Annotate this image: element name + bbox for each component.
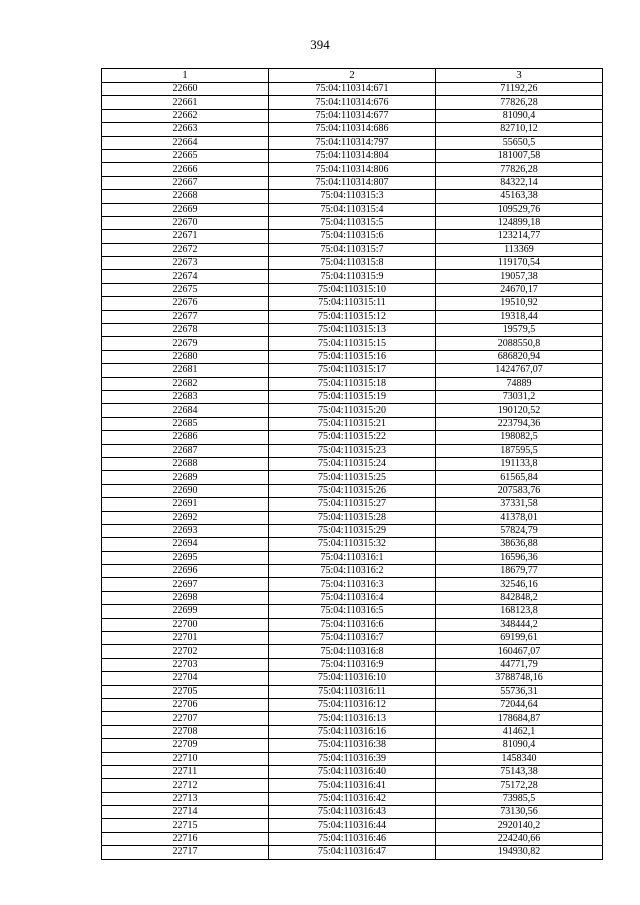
value-cell: 187595,5 — [436, 444, 603, 457]
cadastral-number-cell: 75:04:110315:25 — [269, 471, 436, 484]
row-number-cell: 22700 — [102, 618, 269, 631]
cadastral-number-cell: 75:04:110316:41 — [269, 779, 436, 792]
cadastral-number-cell: 75:04:110314:686 — [269, 123, 436, 136]
cadastral-number-cell: 75:04:110315:23 — [269, 444, 436, 457]
table-row — [102, 257, 603, 270]
cadastral-number-cell: 75:04:110316:5 — [269, 605, 436, 618]
value-cell: 1458340 — [436, 752, 603, 765]
cadastral-number-cell: 75:04:110315:22 — [269, 431, 436, 444]
table-row — [102, 551, 603, 564]
table-row — [102, 578, 603, 591]
row-number-cell: 22688 — [102, 457, 269, 470]
page-number: 394 — [310, 37, 330, 52]
value-cell: 190120,52 — [436, 404, 603, 417]
cadastral-number-cell: 75:04:110315:10 — [269, 283, 436, 296]
cadastral-number-cell: 75:04:110316:12 — [269, 698, 436, 711]
value-cell: 109529,76 — [436, 203, 603, 216]
row-number-cell: 22707 — [102, 712, 269, 725]
cadastral-number-cell: 75:04:110315:18 — [269, 377, 436, 390]
table-row — [102, 203, 603, 216]
row-number-cell: 22664 — [102, 136, 269, 149]
row-number-cell: 22693 — [102, 524, 269, 537]
row-number-cell: 22665 — [102, 149, 269, 162]
value-cell: 75172,28 — [436, 779, 603, 792]
value-cell: 74889 — [436, 377, 603, 390]
row-number-cell: 22699 — [102, 605, 269, 618]
row-number-cell: 22682 — [102, 377, 269, 390]
cadastral-number-cell: 75:04:110316:44 — [269, 819, 436, 832]
value-cell: 119170,54 — [436, 257, 603, 270]
row-number-cell: 22670 — [102, 216, 269, 229]
value-cell: 61565,84 — [436, 471, 603, 484]
row-number-cell: 22694 — [102, 538, 269, 551]
row-number-cell: 22667 — [102, 176, 269, 189]
row-number-cell: 22692 — [102, 511, 269, 524]
value-cell: 37331,58 — [436, 498, 603, 511]
table-row — [102, 109, 603, 122]
row-number-cell: 22687 — [102, 444, 269, 457]
value-cell: 224240,66 — [436, 832, 603, 845]
table-row — [102, 725, 603, 738]
table-row — [102, 324, 603, 337]
cadastral-number-cell: 75:04:110315:28 — [269, 511, 436, 524]
value-cell: 72044,64 — [436, 698, 603, 711]
row-number-cell: 22686 — [102, 431, 269, 444]
cadastral-number-cell: 75:04:110316:6 — [269, 618, 436, 631]
row-number-cell: 22681 — [102, 364, 269, 377]
value-cell: 223794,36 — [436, 417, 603, 430]
row-number-cell: 22695 — [102, 551, 269, 564]
value-cell: 160467,07 — [436, 645, 603, 658]
table-row — [102, 123, 603, 136]
value-cell: 24670,17 — [436, 283, 603, 296]
table-row — [102, 377, 603, 390]
row-number-cell: 22678 — [102, 324, 269, 337]
table-row — [102, 471, 603, 484]
cadastral-number-cell: 75:04:110315:6 — [269, 230, 436, 243]
cadastral-number-cell: 75:04:110316:47 — [269, 846, 436, 859]
cadastral-number-cell: 75:04:110316:10 — [269, 672, 436, 685]
row-number-cell: 22697 — [102, 578, 269, 591]
value-cell: 45163,38 — [436, 190, 603, 203]
table-row — [102, 605, 603, 618]
value-cell: 69199,61 — [436, 632, 603, 645]
cadastral-number-cell: 75:04:110316:40 — [269, 765, 436, 778]
row-number-cell: 22668 — [102, 190, 269, 203]
value-cell: 19579,5 — [436, 324, 603, 337]
cadastral-number-cell: 75:04:110316:11 — [269, 685, 436, 698]
table-row — [102, 498, 603, 511]
row-number-cell: 22689 — [102, 471, 269, 484]
column-header-2: 2 — [269, 69, 436, 83]
table-row — [102, 792, 603, 805]
table-row — [102, 297, 603, 310]
value-cell: 41462,1 — [436, 725, 603, 738]
cadastral-number-cell: 75:04:110314:677 — [269, 109, 436, 122]
table-row — [102, 739, 603, 752]
header-row — [102, 69, 603, 83]
cadastral-number-cell: 75:04:110316:1 — [269, 551, 436, 564]
value-cell: 55736,31 — [436, 685, 603, 698]
table-header — [102, 69, 603, 83]
row-number-cell: 22674 — [102, 270, 269, 283]
row-number-cell: 22684 — [102, 404, 269, 417]
cadastral-number-cell: 75:04:110314:676 — [269, 96, 436, 109]
value-cell: 198082,5 — [436, 431, 603, 444]
cadastral-number-cell: 75:04:110315:4 — [269, 203, 436, 216]
cadastral-number-cell: 75:04:110315:26 — [269, 484, 436, 497]
value-cell: 73031,2 — [436, 390, 603, 403]
table-row — [102, 243, 603, 256]
row-number-cell: 22666 — [102, 163, 269, 176]
cadastral-number-cell: 75:04:110314:806 — [269, 163, 436, 176]
row-number-cell: 22711 — [102, 765, 269, 778]
row-number-cell: 22676 — [102, 297, 269, 310]
value-cell: 1424767,07 — [436, 364, 603, 377]
table-row — [102, 417, 603, 430]
cadastral-number-cell: 75:04:110316:7 — [269, 632, 436, 645]
value-cell: 81090,4 — [436, 739, 603, 752]
row-number-cell: 22661 — [102, 96, 269, 109]
value-cell: 686820,94 — [436, 350, 603, 363]
cadastral-number-cell: 75:04:110315:20 — [269, 404, 436, 417]
row-number-cell: 22671 — [102, 230, 269, 243]
cadastral-number-cell: 75:04:110316:39 — [269, 752, 436, 765]
table-row — [102, 765, 603, 778]
table-row — [102, 163, 603, 176]
row-number-cell: 22680 — [102, 350, 269, 363]
cadastral-number-cell: 75:04:110315:5 — [269, 216, 436, 229]
row-number-cell: 22705 — [102, 685, 269, 698]
row-number-cell: 22677 — [102, 310, 269, 323]
value-cell: 842848,2 — [436, 591, 603, 604]
table-row — [102, 431, 603, 444]
row-number-cell: 22701 — [102, 632, 269, 645]
row-number-cell: 22662 — [102, 109, 269, 122]
row-number-cell: 22714 — [102, 806, 269, 819]
cadastral-number-cell: 75:04:110316:3 — [269, 578, 436, 591]
cadastral-number-cell: 75:04:110315:19 — [269, 390, 436, 403]
value-cell: 81090,4 — [436, 109, 603, 122]
value-cell: 19510,92 — [436, 297, 603, 310]
table-row — [102, 444, 603, 457]
table-row — [102, 779, 603, 792]
cadastral-number-cell: 75:04:110315:15 — [269, 337, 436, 350]
value-cell: 178684,87 — [436, 712, 603, 725]
table-row — [102, 136, 603, 149]
cadastral-number-cell: 75:04:110314:804 — [269, 149, 436, 162]
table-row — [102, 83, 603, 96]
table-row — [102, 337, 603, 350]
cadastral-number-cell: 75:04:110316:13 — [269, 712, 436, 725]
row-number-cell: 22709 — [102, 739, 269, 752]
table-row — [102, 632, 603, 645]
value-cell: 191133,8 — [436, 457, 603, 470]
value-cell: 71192,26 — [436, 83, 603, 96]
column-header-3: 3 — [436, 69, 603, 83]
cadastral-number-cell: 75:04:110315:21 — [269, 417, 436, 430]
value-cell: 348444,2 — [436, 618, 603, 631]
cadastral-number-cell: 75:04:110316:46 — [269, 832, 436, 845]
row-number-cell: 22702 — [102, 645, 269, 658]
row-number-cell: 22712 — [102, 779, 269, 792]
row-number-cell: 22672 — [102, 243, 269, 256]
row-number-cell: 22698 — [102, 591, 269, 604]
table-row — [102, 712, 603, 725]
table-row — [102, 591, 603, 604]
cadastral-number-cell: 75:04:110315:8 — [269, 257, 436, 270]
value-cell: 75143,38 — [436, 765, 603, 778]
cadastral-number-cell: 75:04:110315:17 — [269, 364, 436, 377]
value-cell: 38636,88 — [436, 538, 603, 551]
table-row — [102, 190, 603, 203]
value-cell: 19318,44 — [436, 310, 603, 323]
value-cell: 44771,79 — [436, 658, 603, 671]
cadastral-number-cell: 75:04:110316:9 — [269, 658, 436, 671]
row-number-cell: 22660 — [102, 83, 269, 96]
table-row — [102, 350, 603, 363]
table-row — [102, 819, 603, 832]
data-table — [101, 68, 603, 860]
cadastral-number-cell: 75:04:110316:16 — [269, 725, 436, 738]
value-cell: 73130,56 — [436, 806, 603, 819]
value-cell: 207583,76 — [436, 484, 603, 497]
table-row — [102, 230, 603, 243]
table-body — [102, 83, 603, 860]
value-cell: 32546,16 — [436, 578, 603, 591]
table-row — [102, 832, 603, 845]
cadastral-number-cell: 75:04:110315:32 — [269, 538, 436, 551]
table-row — [102, 457, 603, 470]
cadastral-number-cell: 75:04:110314:797 — [269, 136, 436, 149]
table-row — [102, 216, 603, 229]
table-row — [102, 511, 603, 524]
row-number-cell: 22669 — [102, 203, 269, 216]
row-number-cell: 22706 — [102, 698, 269, 711]
table-row — [102, 672, 603, 685]
value-cell: 123214,77 — [436, 230, 603, 243]
table-row — [102, 752, 603, 765]
table-row — [102, 404, 603, 417]
value-cell: 113369 — [436, 243, 603, 256]
cadastral-number-cell: 75:04:110315:29 — [269, 524, 436, 537]
row-number-cell: 22673 — [102, 257, 269, 270]
cadastral-number-cell: 75:04:110315:9 — [269, 270, 436, 283]
row-number-cell: 22710 — [102, 752, 269, 765]
value-cell: 82710,12 — [436, 123, 603, 136]
cadastral-number-cell: 75:04:110315:11 — [269, 297, 436, 310]
row-number-cell: 22691 — [102, 498, 269, 511]
value-cell: 3788748,16 — [436, 672, 603, 685]
value-cell: 57824,79 — [436, 524, 603, 537]
cadastral-number-cell: 75:04:110314:671 — [269, 83, 436, 96]
cadastral-number-cell: 75:04:110315:3 — [269, 190, 436, 203]
table-row — [102, 538, 603, 551]
table-row — [102, 645, 603, 658]
cadastral-number-cell: 75:04:110315:7 — [269, 243, 436, 256]
table-row — [102, 524, 603, 537]
value-cell: 77826,28 — [436, 163, 603, 176]
row-number-cell: 22717 — [102, 846, 269, 859]
row-number-cell: 22679 — [102, 337, 269, 350]
table-row — [102, 658, 603, 671]
table-row — [102, 618, 603, 631]
value-cell: 181007,58 — [436, 149, 603, 162]
value-cell: 168123,8 — [436, 605, 603, 618]
row-number-cell: 22690 — [102, 484, 269, 497]
cadastral-number-cell: 75:04:110316:8 — [269, 645, 436, 658]
table-row — [102, 565, 603, 578]
row-number-cell: 22675 — [102, 283, 269, 296]
value-cell: 41378,01 — [436, 511, 603, 524]
row-number-cell: 22713 — [102, 792, 269, 805]
table-row — [102, 310, 603, 323]
cadastral-number-cell: 75:04:110315:13 — [269, 324, 436, 337]
table-row — [102, 390, 603, 403]
row-number-cell: 22703 — [102, 658, 269, 671]
table-row — [102, 364, 603, 377]
table-row — [102, 484, 603, 497]
value-cell: 77826,28 — [436, 96, 603, 109]
column-header-1: 1 — [102, 69, 269, 83]
value-cell: 18679,77 — [436, 565, 603, 578]
cadastral-number-cell: 75:04:110316:4 — [269, 591, 436, 604]
cadastral-number-cell: 75:04:110315:24 — [269, 457, 436, 470]
row-number-cell: 22696 — [102, 565, 269, 578]
cadastral-number-cell: 75:04:110316:42 — [269, 792, 436, 805]
row-number-cell: 22683 — [102, 390, 269, 403]
table-row — [102, 149, 603, 162]
row-number-cell: 22716 — [102, 832, 269, 845]
table-row — [102, 698, 603, 711]
value-cell: 2088550,8 — [436, 337, 603, 350]
value-cell: 124899,18 — [436, 216, 603, 229]
value-cell: 194930,82 — [436, 846, 603, 859]
value-cell: 19057,38 — [436, 270, 603, 283]
table-row — [102, 176, 603, 189]
value-cell: 16596,36 — [436, 551, 603, 564]
table-row — [102, 806, 603, 819]
table-row — [102, 96, 603, 109]
table-row — [102, 685, 603, 698]
cadastral-number-cell: 75:04:110316:43 — [269, 806, 436, 819]
value-cell: 84322,14 — [436, 176, 603, 189]
cadastral-number-cell: 75:04:110315:27 — [269, 498, 436, 511]
value-cell: 2920140,2 — [436, 819, 603, 832]
row-number-cell: 22685 — [102, 417, 269, 430]
row-number-cell: 22663 — [102, 123, 269, 136]
cadastral-number-cell: 75:04:110315:12 — [269, 310, 436, 323]
table-row — [102, 270, 603, 283]
value-cell: 73985,5 — [436, 792, 603, 805]
cadastral-number-cell: 75:04:110316:2 — [269, 565, 436, 578]
row-number-cell: 22708 — [102, 725, 269, 738]
table-row — [102, 283, 603, 296]
value-cell: 55650,5 — [436, 136, 603, 149]
table-row — [102, 846, 603, 859]
row-number-cell: 22715 — [102, 819, 269, 832]
cadastral-number-cell: 75:04:110315:16 — [269, 350, 436, 363]
cadastral-number-cell: 75:04:110316:38 — [269, 739, 436, 752]
row-number-cell: 22704 — [102, 672, 269, 685]
cadastral-number-cell: 75:04:110314:807 — [269, 176, 436, 189]
